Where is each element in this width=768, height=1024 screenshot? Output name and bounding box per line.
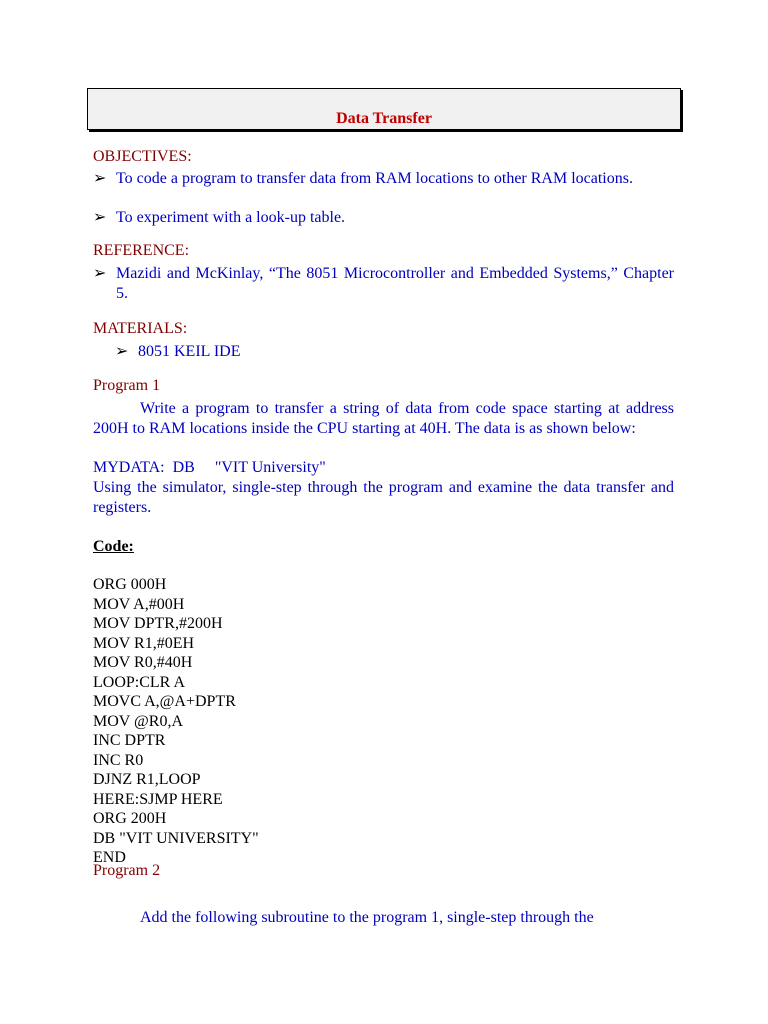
program2-intro-text: Add the following subroutine to the program 1, single-step through the xyxy=(140,909,594,926)
reference-heading: REFERENCE: xyxy=(93,242,190,259)
code-line: INC R0 xyxy=(93,751,144,769)
code-line: MOV DPTR,#200H xyxy=(93,615,223,632)
program1-intro xyxy=(93,399,674,438)
program2-intro xyxy=(93,908,674,928)
code-line: INC DPTR xyxy=(93,732,166,749)
materials-item xyxy=(115,342,674,362)
reference-item xyxy=(93,264,674,303)
page-title: Data Transfer xyxy=(336,110,432,127)
program1-heading: Program 1 xyxy=(93,377,161,394)
arrow-bullet-icon: ➢ xyxy=(93,209,107,226)
code-line: ORG 200H xyxy=(93,810,167,827)
materials-text: 8051 KEIL IDE xyxy=(138,343,241,360)
code-line: MOVC A,@A+DPTR xyxy=(93,693,236,710)
code-listing xyxy=(93,575,259,868)
reference-text: Mazidi and McKinlay, “The 8051 Microcontroller and Embedded Systems,” Chapter 5. xyxy=(116,265,674,302)
code-line: DB "VIT UNIVERSITY" xyxy=(93,829,259,847)
program2-heading: Program 2 xyxy=(93,862,161,879)
code-line: MOV @R0,A xyxy=(93,712,184,730)
arrow-bullet-icon: ➢ xyxy=(115,343,129,360)
arrow-bullet-icon: ➢ xyxy=(93,265,107,282)
code-line: MOV R1,#0EH xyxy=(93,634,195,652)
program1-intro-text: Write a program to transfer a string of data from code space starting at address 200H to RAM locations inside the CPU starting at 40H. The data is as shown below: xyxy=(93,400,674,437)
code-line: DJNZ R1,LOOP xyxy=(93,771,201,788)
mydata-line: MYDATA: DB "VIT University" xyxy=(93,459,326,476)
program1-instruction: Using the simulator, single-step through the program and examine the data transfer and registers. xyxy=(93,479,674,516)
objectives-heading: OBJECTIVES: xyxy=(93,148,192,165)
code-line: MOV A,#00H xyxy=(93,595,185,613)
arrow-bullet-icon: ➢ xyxy=(93,170,107,187)
objective-item xyxy=(93,169,674,189)
objective-text: To experiment with a look-up table. xyxy=(116,209,346,226)
objective-item xyxy=(93,208,674,228)
code-line: ORG 000H xyxy=(93,576,167,593)
code-line: LOOP:CLR A xyxy=(93,673,186,691)
code-label: Code: xyxy=(93,538,134,555)
title-box xyxy=(87,88,681,130)
objective-text: To code a program to transfer data from RAM locations to other RAM locations. xyxy=(116,170,633,187)
materials-heading: MATERIALS: xyxy=(93,320,188,337)
code-line: MOV R0,#40H xyxy=(93,654,193,671)
code-line: HERE:SJMP HERE xyxy=(93,790,223,808)
code-line: END xyxy=(93,849,126,866)
